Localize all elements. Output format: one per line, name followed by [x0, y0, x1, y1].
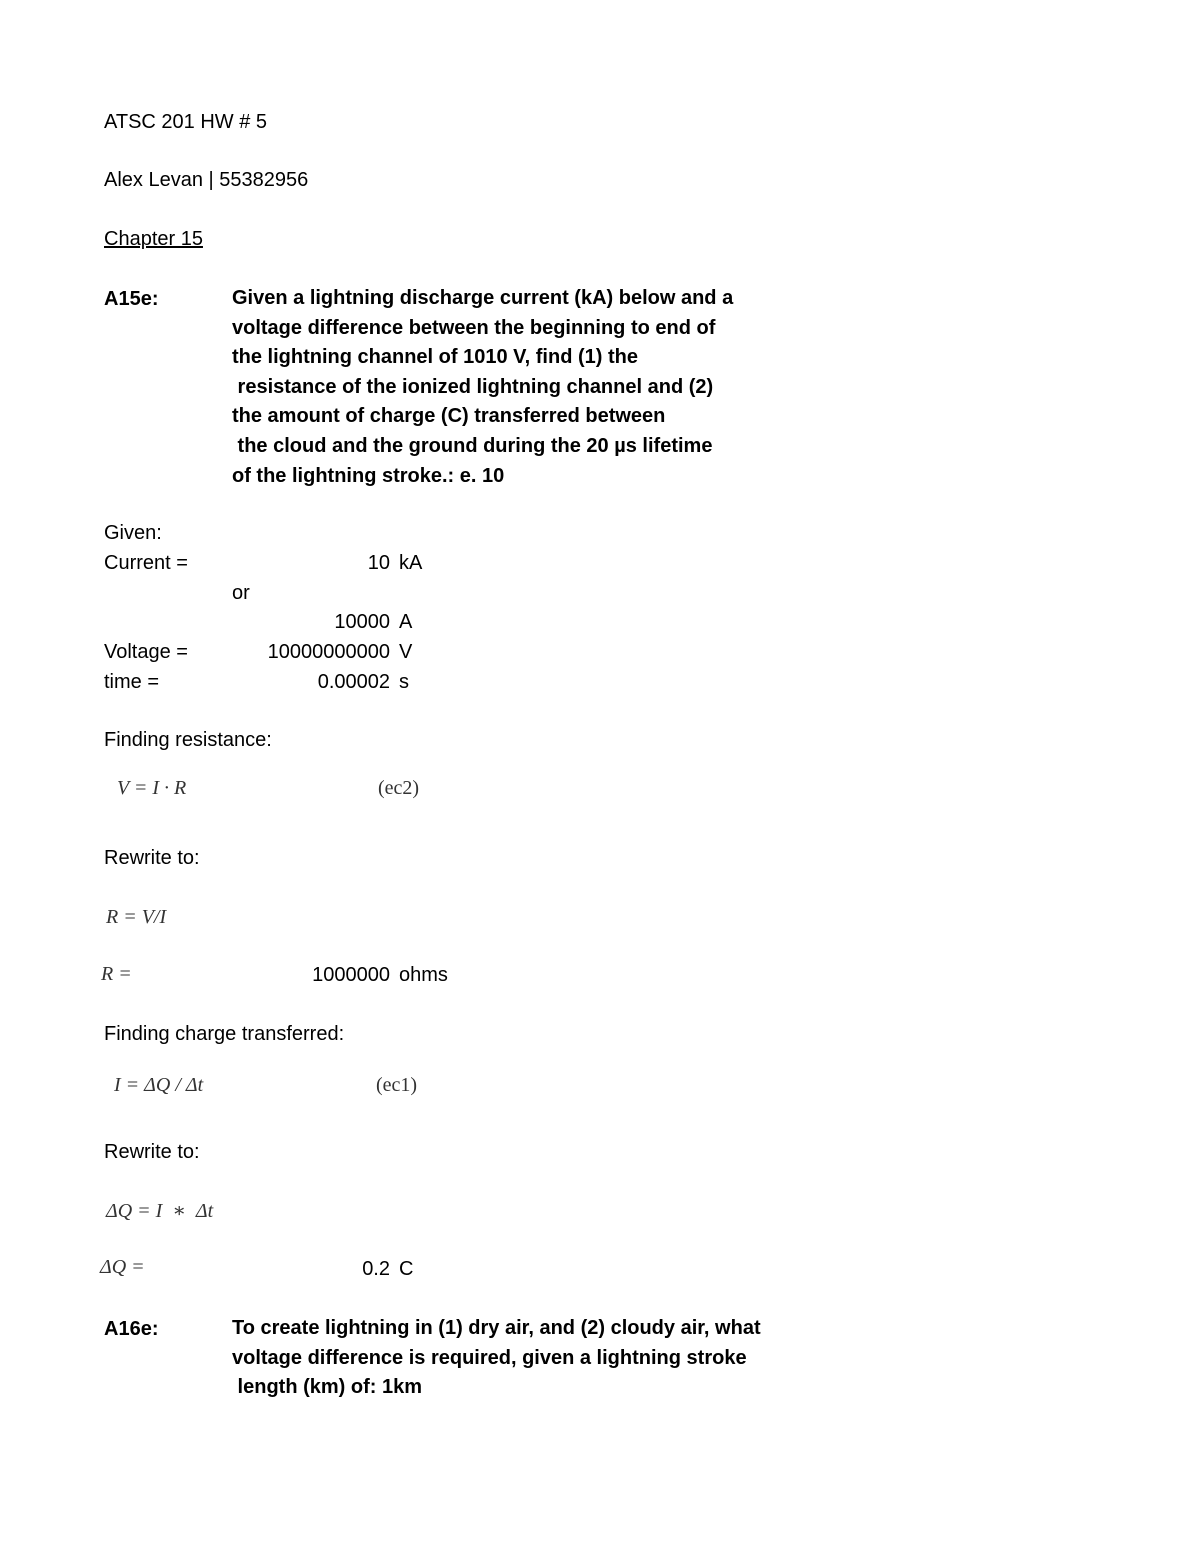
charge-rewritten-equation: ΔQ = I ∗ Δt	[106, 1200, 214, 1222]
question-line: length (km) of: 1km	[232, 1376, 423, 1399]
document-title: ATSC 201 HW # 5	[104, 111, 268, 133]
author-line: Alex Levan | 55382956	[104, 169, 309, 191]
question-line: To create lightning in (1) dry air, and (2) cloudy air, what	[232, 1317, 761, 1339]
charge-result-label: ΔQ =	[100, 1256, 145, 1278]
question-line: resistance of the ionized lightning channel and (2)	[232, 375, 714, 398]
current-label: Current =	[104, 552, 188, 574]
question-line: Given a lightning discharge current (kA) below and a	[232, 287, 734, 309]
charge-result-unit: C	[399, 1258, 414, 1280]
resistance-equation: V = I · R	[117, 777, 187, 799]
question-line: the lightning channel of 1010 V, find (1) the	[232, 346, 638, 369]
current-unit: kA	[399, 552, 423, 574]
time-value: 0.00002	[317, 671, 390, 693]
current-alt-value: 10000	[334, 611, 390, 633]
charge-equation: I = ΔQ / Δt	[114, 1074, 204, 1096]
time-unit: s	[399, 671, 409, 693]
question-line: the cloud and the ground during the 20 µs lifetime	[232, 434, 713, 457]
question-label-a15e: A15e:	[104, 288, 159, 310]
charge-equation-tag: (ec1)	[376, 1074, 418, 1096]
given-heading: Given:	[104, 522, 162, 544]
voltage-value: 10000000000	[267, 641, 390, 663]
question-line: voltage difference is required, given a lightning stroke	[232, 1346, 747, 1369]
question-text-a16e	[232, 1314, 761, 1403]
resistance-heading: Finding resistance:	[104, 729, 272, 751]
resistance-result-value: 1000000	[312, 964, 390, 986]
question-line: the amount of charge (C) transferred between	[232, 405, 666, 428]
chapter-heading: Chapter 15	[104, 228, 203, 250]
question-text-a15e	[232, 284, 733, 491]
charge-rewrite-label: Rewrite to:	[104, 1141, 200, 1163]
resistance-result-unit: ohms	[399, 964, 448, 986]
or-text: or	[232, 582, 250, 604]
charge-result-value: 0.2	[362, 1258, 390, 1280]
current-alt-unit: A	[399, 611, 413, 633]
question-line: of the lightning stroke.: e. 10	[232, 464, 505, 487]
resistance-rewritten-equation: R = V/I	[106, 906, 167, 928]
time-label: time =	[104, 671, 160, 693]
resistance-rewrite-label: Rewrite to:	[104, 847, 200, 869]
current-value: 10	[367, 552, 390, 574]
question-line: voltage difference between the beginning to end of	[232, 316, 716, 339]
question-label-a16e: A16e:	[104, 1318, 159, 1340]
charge-heading: Finding charge transferred:	[104, 1023, 345, 1045]
resistance-result-label: R =	[101, 963, 132, 985]
voltage-label: Voltage =	[104, 641, 188, 663]
resistance-equation-tag: (ec2)	[378, 777, 420, 799]
voltage-unit: V	[399, 641, 413, 663]
